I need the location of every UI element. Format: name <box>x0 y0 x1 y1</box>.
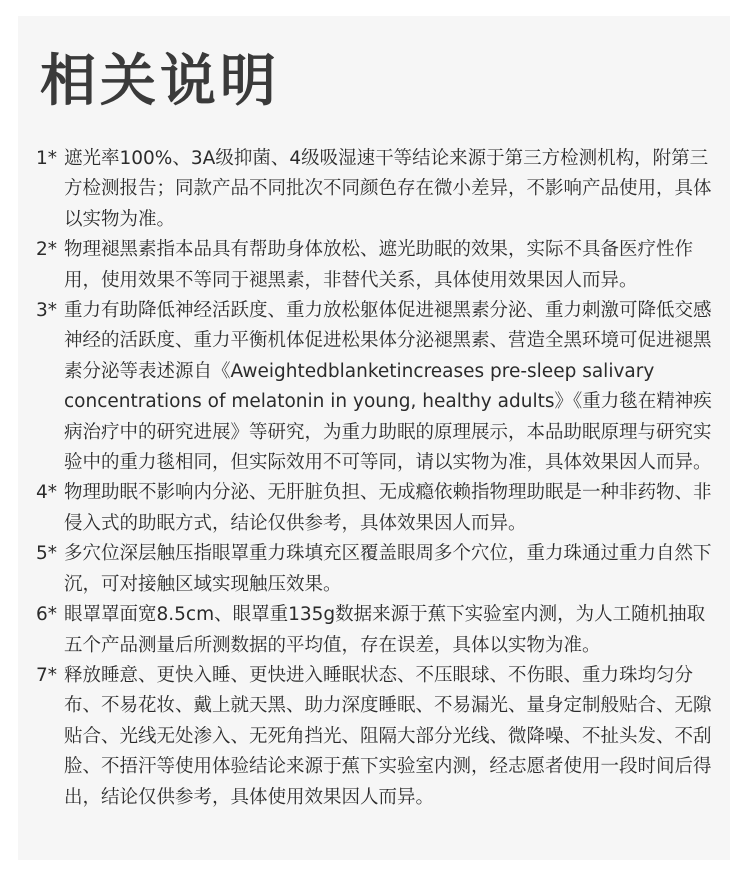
note-item <box>36 600 716 661</box>
note-number: 5* <box>36 543 58 565</box>
note-item <box>36 235 716 296</box>
note-item <box>36 144 716 235</box>
note-text: 遮光率100%、3A级抑菌、4级吸湿速干等结论来源于第三方检测机构，附第三方检测报告；同款产品不同批次不同颜色存在微小差异，不影响产品使用，具体以实物为准。 <box>64 148 712 230</box>
note-text: 重力有助降低神经活跃度、重力放松躯体促进褪黑素分泌、重力刺激可降低交感神经的活跃度、重力平衡机体促进松果体分泌褪黑素、营造全黑环境可促进褪黑素分泌等表述源自《Aweightedblanketincreases pre-sleep salivary concentrations of melatonin in young, healthy adults》《重力毯在精神疾病治疗中的研究进展》等研究，为重力助眠的原理展示，本品助眠原理与研究实验中的重力毯相同，但实际效用不可等同，请以实物为准，具体效果因人而异。 <box>64 300 712 474</box>
notes-list <box>36 144 716 813</box>
note-number: 1* <box>36 148 58 169</box>
note-item <box>36 661 716 813</box>
note-item <box>36 296 716 478</box>
note-item <box>36 478 716 539</box>
note-text: 多穴位深层触压指眼罩重力珠填充区覆盖眼周多个穴位，重力珠通过重力自然下沉，可对接触区域实现触压效果。 <box>64 543 712 595</box>
page-title: 相关说明 <box>40 49 280 114</box>
note-text: 物理助眠不影响内分泌、无肝脏负担、无成瘾依赖指物理助眠是一种非药物、非侵入式的助眠方式，结论仅供参考，具体效果因人而异。 <box>64 482 712 534</box>
note-text: 眼罩罩面宽8.5cm、眼罩重135g数据来源于蕉下实验室内测，为人工随机抽取五个产品测量后所测数据的平均值，存在误差，具体以实物为准。 <box>64 604 706 656</box>
note-text: 物理褪黑素指本品具有帮助身体放松、遮光助眠的效果，实际不具备医疗性作用，使用效果不等同于褪黑素，非替代关系，具体使用效果因人而异。 <box>64 239 694 291</box>
note-number: 2* <box>36 239 58 261</box>
note-number: 7* <box>36 664 58 686</box>
note-number: 4* <box>36 482 58 504</box>
note-number: 3* <box>36 300 58 322</box>
note-item <box>36 539 716 600</box>
note-number: 6* <box>36 604 58 626</box>
note-text: 释放睡意、更快入睡、更快进入睡眠状态、不压眼球、不伤眼、重力珠均匀分布、不易花妆、戴上就天黑、助力深度睡眠、不易漏光、量身定制般贴合、无隙贴合、光线无处渗入、无死角挡光、阻隔大部分光线、微降噪、不扯头发、不刮脸、不捂汗等使用体验结论来源于蕉下实验室内测，经志愿者使用一段时间后得出，结论仅供参考，具体使用效果因人而异。 <box>64 664 712 808</box>
